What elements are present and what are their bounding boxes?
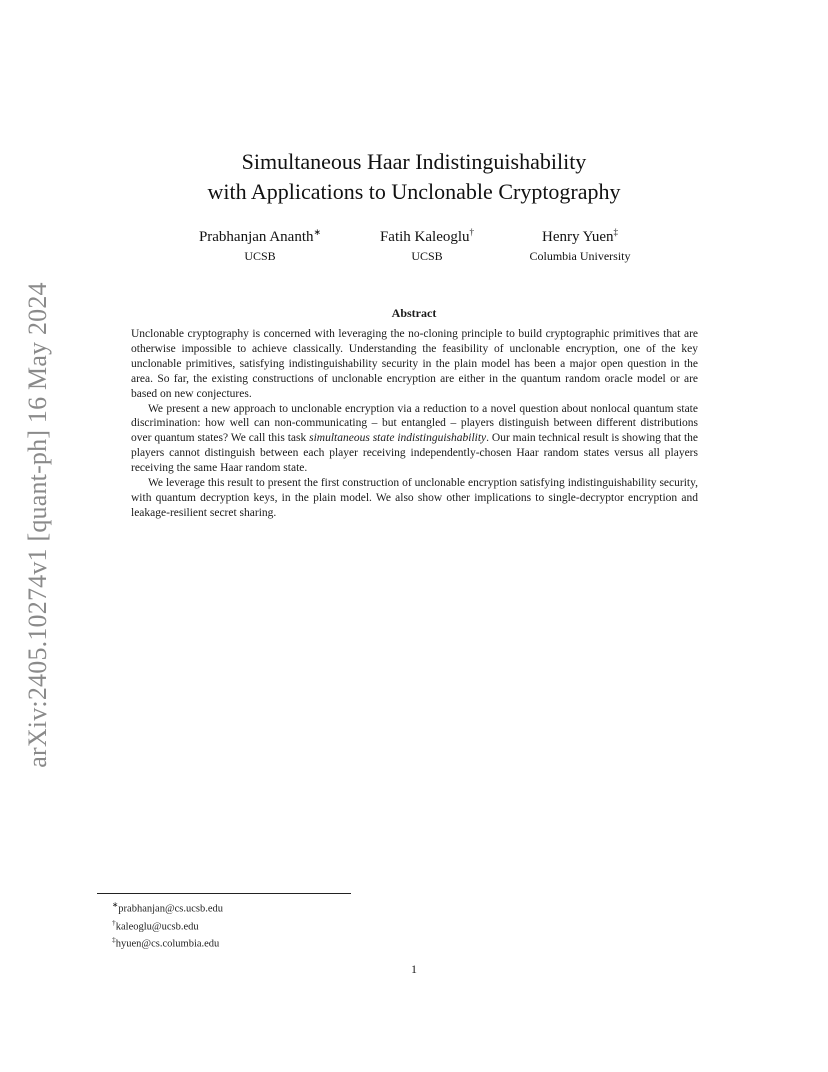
abstract-body	[131, 327, 698, 521]
footnote-mark: ∗	[112, 900, 119, 909]
author-affiliation: UCSB	[411, 249, 443, 263]
author-name: Fatih Kaleoglu	[379, 229, 470, 245]
abstract-paragraph-3: We leverage this result to present the first construction of unclonable encryption satisfying indistinguishability security, with quantum decryption keys, in the plain model. We also show other implications to single-decryptor encryption and leakage-resilient secret sharing.	[131, 477, 698, 519]
author-footnote-mark: †	[469, 227, 475, 237]
emphasized-term: simultaneous state indistinguishability	[309, 432, 487, 445]
page-number: 1	[411, 962, 417, 976]
author-affiliation: UCSB	[244, 249, 276, 263]
footnote-email: prabhanjan@cs.ucsb.edu	[118, 903, 224, 915]
abstract-heading: Abstract	[391, 306, 437, 320]
footnote-divider	[97, 893, 351, 894]
author-name: Prabhanjan Ananth	[198, 229, 314, 245]
author-block	[515, 222, 645, 265]
title-line-1: Simultaneous Haar Indistinguishability	[241, 149, 587, 174]
title-line-2: with Applications to Unclonable Cryptography	[207, 179, 621, 204]
author-block	[185, 222, 335, 265]
author-block	[367, 222, 487, 265]
abstract-paragraph-1: Unclonable cryptography is concerned with leveraging the no-cloning principle to build cryptographic primitives that are otherwise impossible to achieve classically. Understanding the feasibility of unclonable encryption, one of the key unclonable primitives, satisfying indistinguishability security in the plain model has been a major open question in the area. So far, the existing constructions of unclonable encryption are either in the quantum random oracle model or are based on new conjectures.	[131, 328, 698, 400]
footnotes	[112, 898, 223, 951]
footnote-mark: †	[112, 917, 116, 927]
arxiv-identifier-stamp: arXiv:2405.10274v1 [quant-ph] 16 May 2024	[23, 282, 52, 768]
footnote	[112, 898, 223, 916]
footnote-mark: ‡	[112, 935, 116, 944]
footnote	[112, 933, 223, 951]
author-affiliation: Columbia University	[529, 249, 631, 263]
paper-title	[0, 147, 828, 207]
author-footnote-mark: ‡	[613, 227, 618, 237]
footnote-email: hyuen@cs.columbia.edu	[115, 938, 220, 950]
footnote	[112, 916, 223, 934]
footnote-email: kaleoglu@ucsb.edu	[115, 921, 199, 932]
author-footnote-mark: ∗	[313, 227, 322, 237]
abstract-paragraph-2: We present a new approach to unclonable encryption via a reduction to a novel question about nonlocal quantum state discrimination: how well can non-communicating – but entangled – players distinguish between different distributions over quantum states? We call this task simultaneous state indistinguishability. Our main technical result is showing that the players cannot distinguish between each player receiving independently-chosen Haar random states versus all players receiving the same Haar random state.	[131, 402, 698, 475]
author-name: Henry Yuen	[541, 229, 614, 245]
